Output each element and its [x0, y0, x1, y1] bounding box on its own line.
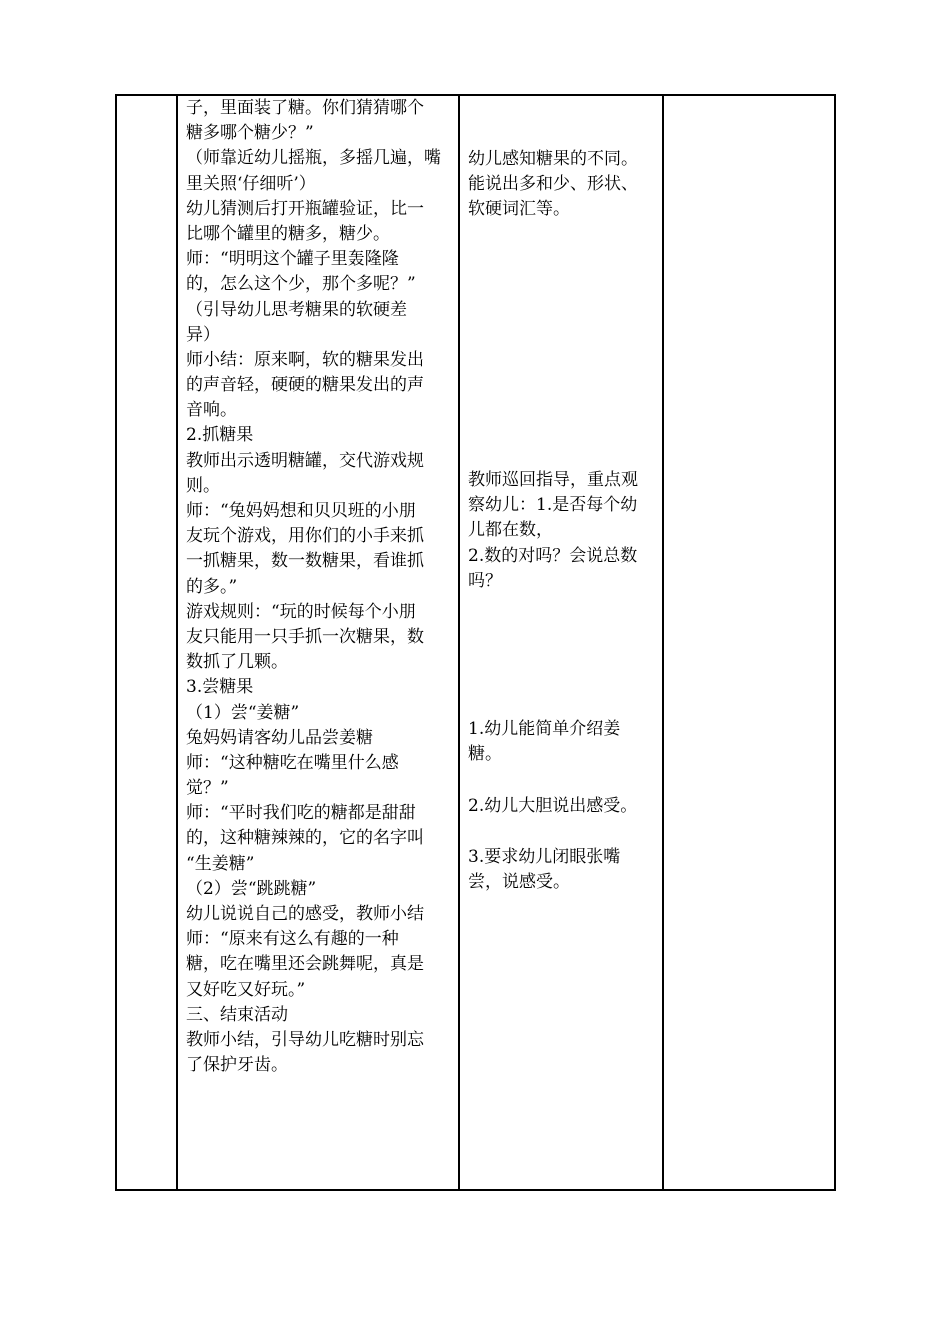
note-text-line: 能说出多和少、形状、 — [468, 174, 638, 195]
activity-text-line: 里关照‘仔细听’） — [186, 173, 316, 194]
activity-text-line: 3.尝糖果 — [186, 677, 254, 698]
activity-text-line: 糖多哪个糖少？” — [186, 123, 314, 144]
activity-text-line: 比哪个罐里的糖多，糖少。 — [186, 223, 390, 244]
activity-text-line: （1）尝“姜糖” — [186, 702, 300, 723]
note-text-line: 教师巡回指导，重点观 — [468, 470, 638, 490]
column-divider-2 — [458, 96, 460, 1189]
activity-text-line: 子，里面装了糖。你们猜猜哪个 — [186, 98, 424, 118]
activity-text-line: 又好吃又好玩。” — [186, 979, 306, 1000]
activity-text-line: 三、结束活动 — [186, 1004, 288, 1025]
note-text-line: 幼儿感知糖果的不同。 — [468, 149, 638, 169]
activity-text-line: 的多。” — [186, 576, 238, 597]
activity-text-line: 教师小结，引导幼儿吃糖时别忘 — [186, 1029, 424, 1050]
activity-text-line: （师靠近幼儿摇瓶，多摇几遍，嘴 — [186, 148, 441, 169]
activity-text-line: 师：“明明这个罐子里轰隆隆 — [186, 249, 399, 270]
activity-text-line: 师：“这种糖吃在嘴里什么感 — [186, 752, 399, 773]
activity-process-cell — [186, 96, 456, 1078]
activity-text-line: 游戏规则：“玩的时候每个小朋 — [186, 601, 416, 622]
activity-text-line: 幼儿说说自己的感受，教师小结 — [186, 904, 424, 924]
column-divider-1 — [176, 96, 178, 1189]
activity-text-line: 友玩个游戏，用你们的小手来抓 — [186, 526, 424, 547]
note-text-line: 吗？ — [468, 570, 502, 591]
note-text-line: 儿都在数， — [468, 520, 553, 541]
activity-text-line: 兔妈妈请客幼儿品尝姜糖 — [186, 727, 373, 748]
activity-text-line: 则。 — [186, 475, 220, 496]
note-text-line: 2.数的对吗？会说总数 — [468, 545, 638, 566]
activity-text-line: 觉？” — [186, 778, 229, 799]
note-text-line: 尝，说感受。 — [468, 872, 570, 893]
activity-text-line: 师小结：原来啊，软的糖果发出 — [186, 349, 424, 370]
note-ginger-intro — [468, 717, 660, 767]
activity-text-line: 一抓糖果，数一数糖果，看谁抓 — [186, 551, 424, 572]
activity-text-line: 音响。 — [186, 400, 237, 421]
activity-text-line: （引导幼儿思考糖果的软硬差 — [186, 299, 407, 320]
note-perception — [468, 147, 660, 223]
activity-text-line: 的，这种糖辣辣的，它的名字叫 — [186, 828, 424, 849]
note-text-line: 1.幼儿能简单介绍姜 — [468, 719, 621, 739]
activity-text-line: 了保护牙齿。 — [186, 1055, 288, 1076]
activity-text-line: 异） — [186, 324, 220, 345]
activity-text-line: 师：“兔妈妈想和贝贝班的小朋 — [186, 501, 416, 521]
note-closed-eyes — [468, 845, 660, 895]
activity-text-line: 的声音轻，硬硬的糖果发出的声 — [186, 375, 424, 396]
activity-text-line: 糖，吃在嘴里还会跳舞呢，真是 — [186, 954, 424, 975]
note-guidance — [468, 468, 660, 594]
activity-text-line: （2）尝“跳跳糖” — [186, 878, 317, 899]
activity-text-line: 师：“平时我们吃的糖都是甜甜 — [186, 803, 416, 824]
activity-text-line: 幼儿猜测后打开瓶罐验证，比一 — [186, 198, 424, 219]
note-text-line: 察幼儿：1.是否每个幼 — [468, 495, 638, 516]
activity-text-line: 友只能用一只手抓一次糖果，数 — [186, 626, 424, 647]
note-text-line: 2.幼儿大胆说出感受。 — [468, 796, 638, 816]
column-divider-3 — [662, 96, 664, 1189]
note-text-line: 糖。 — [468, 744, 502, 765]
note-feelings — [468, 794, 660, 819]
activity-text-line: 数抓了几颗。 — [186, 652, 288, 673]
note-text-line: 软硬词汇等。 — [468, 199, 570, 220]
activity-text-line: 的，怎么这个少，那个多呢？” — [186, 274, 416, 295]
activity-text-line: 2.抓糖果 — [186, 425, 254, 446]
lesson-plan-table — [115, 94, 836, 1191]
activity-text-line: “生姜糖” — [186, 853, 255, 874]
activity-text-line: 教师出示透明糖罐，交代游戏规 — [186, 450, 424, 471]
note-text-line: 3.要求幼儿闭眼张嘴 — [468, 847, 621, 867]
activity-text-line: 师：“原来有这么有趣的一种 — [186, 929, 399, 950]
